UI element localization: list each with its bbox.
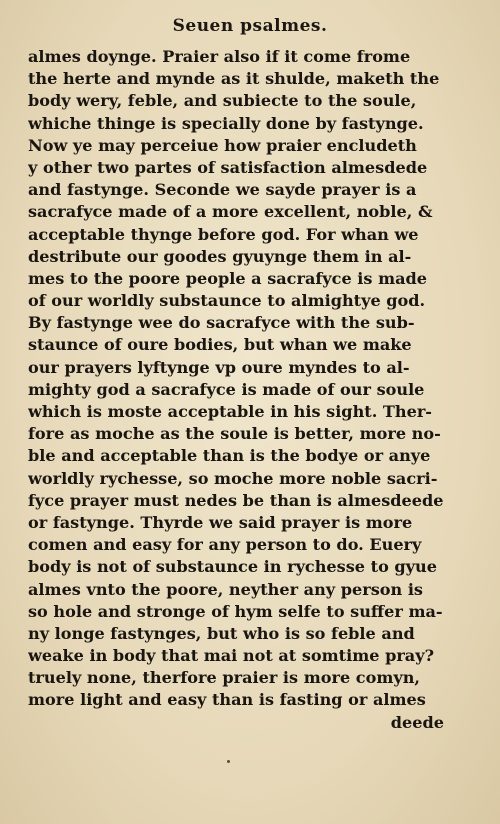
text-line: ble and acceptable than is the bodye or anye: [28, 446, 431, 466]
text-line: almes vnto the poore, neyther any person is: [28, 579, 423, 599]
text-line: worldly rychesse, so moche more noble sacri-: [28, 468, 438, 488]
text-line: comen and easy for any person to do. Euery: [28, 535, 422, 555]
text-line: mes to the poore people a sacrafyce is made: [28, 268, 428, 288]
text-line: of our worldly substaunce to almightye god.: [28, 291, 426, 311]
text-line: sacrafyce made of a more excellent, noble, &: [28, 202, 433, 222]
text-line: so hole and stronge of hym selfe to suffer ma-: [28, 601, 443, 621]
text-line: our prayers lyftynge vp oure myndes to al-: [28, 357, 410, 377]
text-line: more light and easy than is fasting or almes: [28, 690, 426, 710]
text-line: the herte and mynde as it shulde, maketh the: [28, 69, 440, 89]
text-line: body wery, feble, and subiecte to the soule,: [28, 91, 417, 111]
text-line: and fastynge. Seconde we sayde prayer is a: [28, 180, 417, 200]
running-head: Seuen psalmes.: [172, 16, 328, 36]
text-line: y other two partes of satisfaction almesdede: [28, 157, 428, 177]
text-line: mighty god a sacrafyce is made of our soule: [28, 379, 425, 399]
text-block: [28, 46, 448, 734]
text-line: staunce of oure bodies, but whan we make: [28, 335, 412, 355]
text-line: acceptable thynge before god. For whan we: [28, 224, 419, 244]
text-line: fyce prayer must nedes be than is almesdeede: [28, 490, 444, 510]
text-line: By fastynge wee do sacrafyce with the sub-: [28, 313, 415, 333]
ink-spot: [227, 760, 230, 763]
text-line: truely none, therfore praier is more comyn,: [28, 668, 421, 688]
text-line: ny longe fastynges, but who is so feble and: [28, 623, 415, 643]
text-line: destribute our goodes gyuynge them in al-: [28, 246, 412, 266]
text-line: body is not of substaunce in rychesse to gyue: [28, 557, 437, 577]
text-line: which is moste acceptable in his sight. Ther-: [28, 402, 432, 421]
text-line: weake in body that mai not at somtime pray?: [28, 646, 435, 666]
catchword: deede: [390, 712, 444, 732]
text-line: Now ye may perceiue how praier encludeth: [28, 135, 417, 155]
text-line: almes doynge. Praier also if it come frome: [28, 47, 411, 66]
text-line: or fastynge. Thyrde we said prayer is more: [28, 512, 413, 532]
text-line: whiche thinge is specially done by fastynge.: [28, 113, 424, 133]
text-line: fore as moche as the soule is better, more no-: [28, 424, 441, 444]
